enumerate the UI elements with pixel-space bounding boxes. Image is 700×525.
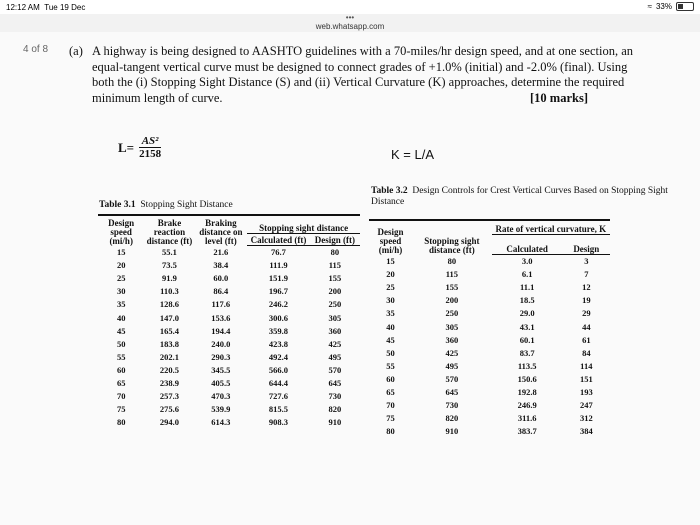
t2-cell: 425 [445,347,459,358]
t2-cell: 44 [582,321,591,332]
t2-cell: 29 [582,308,591,319]
t2-cell: 645 [445,386,459,397]
t1-row [98,390,360,403]
question-text: A highway is being designed to AASHTO guidelines with a 70-miles/hr design speed, and at one section, an equal-tangent vertical curve must be designed to connect grades of +1.0% (initial) and -2.0% (final). Using both the (i) Stopping Sight Distance (S) and (ii) Vertical Curvature (K) approaches, determine the required minimum length of curve. [92,44,634,105]
t2-cell: 55 [386,360,395,371]
t2-row [369,399,610,412]
status-time-date [6,3,85,12]
url-text[interactable]: web.whatsapp.com [315,22,385,31]
t2-cell: 43.1 [519,321,535,332]
t2-cell: 35 [386,308,395,319]
t2-header-rate-group: Rate of vertical curvature, K [492,220,610,235]
t2-header-design: Design [563,235,610,255]
t1-cell: 55 [116,351,126,362]
t2-cell: 20 [386,269,395,280]
t2-cell: 360 [445,334,459,345]
t1-cell: 423.8 [268,338,289,349]
t1-cell: 492.4 [268,351,289,362]
t1-cell: 15 [116,247,126,258]
t1-cell: 111.9 [269,260,288,271]
t1-cell: 257.3 [159,391,179,402]
t2-cell: 384 [579,426,593,437]
t1-header-design-speed: Design speed (mi/h) [108,217,135,246]
t2-cell: 75 [386,413,395,424]
t1-cell: 151.9 [268,273,289,284]
status-bar [0,0,700,14]
t1-cell: 566.0 [268,364,289,375]
t2-cell: 12 [582,282,591,293]
t2-cell: 200 [445,295,459,306]
t1-cell: 75 [116,404,126,415]
status-right [648,2,694,11]
t1-cell: 570 [328,364,342,375]
t2-body [369,255,610,438]
t1-cell: 60.0 [213,273,229,284]
t2-row [369,346,610,359]
t1-header-ssd-group: Stopping sight distance [247,215,360,234]
t1-cell: 165.4 [159,325,179,336]
t2-row [369,412,610,425]
table1-title-label: Table 3.1 [99,200,136,210]
t1-row [98,337,360,350]
t2-cell: 192.8 [517,386,537,397]
t2-row [369,372,610,385]
t2-cell: 115 [445,269,458,280]
t1-body [98,246,360,429]
t2-cell: 19 [582,295,591,306]
browser-url-bar[interactable] [0,14,700,33]
page-counter: 4 of 8 [23,44,49,55]
t1-row [98,403,360,416]
t2-cell: 60 [386,373,395,384]
t1-cell: 730 [328,391,342,402]
t1-header-braking-distance: Braking distance on level (ft) [199,217,243,246]
k-formula: K = L/A [391,147,434,162]
t1-cell: 70 [116,391,126,402]
t1-cell: 30 [116,286,126,297]
t1-cell: 117.6 [211,299,231,310]
t2-row [369,425,610,438]
t1-cell: 80 [330,247,340,258]
t2-cell: 65 [386,386,395,397]
t2-row [369,320,610,333]
t1-cell: 38.4 [213,260,229,271]
t1-cell: 614.3 [211,417,231,428]
t2-cell: 151 [579,373,593,384]
t2-header-calculated: Calculated [492,235,563,255]
t1-cell: 305 [328,312,342,323]
t2-header-ssd: Stopping sight distance (ft) [424,235,480,255]
question-marks: [10 marks] [530,91,588,105]
t1-cell: 196.7 [268,286,289,297]
t2-cell: 29.0 [519,308,535,319]
t2-cell: 84 [582,347,591,358]
t1-cell: 20 [116,260,126,271]
t2-row [369,268,610,281]
t2-cell: 50 [386,347,395,358]
t1-cell: 405.5 [211,377,231,388]
t1-cell: 539.9 [211,404,231,415]
t2-row [369,385,610,398]
t2-cell: 45 [386,334,395,345]
t2-row [369,333,610,346]
t1-cell: 128.6 [159,299,179,310]
table2-title-text: Design Controls for Crest Vertical Curves Based on Stopping Sight Distance [371,186,668,207]
t1-cell: 240.0 [211,338,231,349]
t1-row [98,298,360,311]
t1-cell: 202.1 [159,351,179,362]
t1-cell: 300.6 [268,312,289,323]
t2-cell: 80 [447,256,457,267]
t1-cell: 153.6 [211,312,231,323]
t1-cell: 80 [116,417,126,428]
t1-cell: 908.3 [268,417,289,428]
t2-cell: 40 [386,321,395,332]
t2-row [369,294,610,307]
t1-cell: 815.5 [268,404,289,415]
wifi-icon: ≈ [647,2,652,11]
t1-row [98,272,360,285]
t1-row [98,363,360,376]
t2-cell: 60.1 [519,334,535,345]
t1-cell: 200 [328,286,342,297]
t2-cell: 61 [582,334,591,345]
t1-cell: 345.5 [211,364,231,375]
length-formula-lhs: L= [118,139,135,155]
table1-title [99,200,233,210]
t1-cell: 40 [116,312,126,323]
length-formula-denominator: 2158 [139,148,162,160]
t1-cell: 820 [328,404,342,415]
battery-icon [676,2,694,11]
t2-row [369,281,610,294]
t1-cell: 250 [328,299,342,310]
t1-cell: 645 [328,377,342,388]
t2-cell: 495 [445,360,459,371]
t2-cell: 570 [445,373,459,384]
t1-cell: 246.2 [268,299,289,310]
table1-title-text: Stopping Sight Distance [140,200,233,210]
t1-cell: 25 [116,273,126,284]
t2-cell: 113.5 [517,360,537,371]
length-formula [118,135,164,160]
t2-cell: 305 [445,321,459,332]
t2-row [369,255,610,268]
t1-cell: 91.9 [162,273,177,284]
t1-row [98,259,360,272]
t1-cell: 60 [116,364,126,375]
t2-cell: 150.6 [517,373,537,384]
length-formula-numerator: AS² [139,135,162,148]
t1-cell: 220.5 [159,364,179,375]
stopping-sight-distance-table [98,214,360,429]
question-label: (a) [69,44,83,58]
t1-cell: 50 [116,338,126,349]
status-date: Tue 19 Dec [44,3,86,12]
t2-cell: 193 [579,386,593,397]
t2-cell: 7 [584,269,589,280]
t1-cell: 147.0 [159,312,179,323]
t1-cell: 275.6 [159,404,179,415]
t1-cell: 194.4 [211,325,231,336]
crest-vertical-curve-table [369,219,610,438]
t2-cell: 3 [584,256,589,267]
t1-cell: 910 [328,417,342,428]
t2-cell: 247 [579,400,593,411]
t1-header-design: Design (ft) [310,234,360,246]
table2-title [371,186,700,207]
t1-cell: 86.4 [213,286,229,297]
t1-cell: 425 [328,338,342,349]
t1-cell: 115 [328,260,342,271]
t1-cell: 470.3 [211,391,231,402]
t2-cell: 246.9 [517,400,537,411]
t1-cell: 45 [116,325,126,336]
t1-cell: 238.9 [159,377,179,388]
battery-percent: 33% [655,2,672,11]
t2-cell: 155 [445,282,459,293]
t1-cell: 155 [328,273,342,284]
t2-cell: 114 [580,360,593,371]
t2-cell: 18.5 [519,295,535,306]
t1-row [98,416,360,429]
t1-cell: 55.1 [162,247,177,258]
t1-cell: 21.6 [213,247,229,258]
t2-cell: 250 [445,308,459,319]
t1-cell: 359.8 [268,325,289,336]
t2-cell: 25 [386,282,395,293]
more-options-icon[interactable]: ••• [345,13,355,22]
t2-header-design-speed: Design speed (mi/h) [377,226,404,255]
t2-cell: 11.1 [519,282,535,293]
t1-row [98,285,360,298]
t2-cell: 6.1 [521,269,533,280]
t2-cell: 910 [445,426,459,437]
length-formula-fraction [136,135,164,160]
t1-cell: 183.8 [159,338,179,349]
status-time: 12:12 AM [6,3,40,12]
t1-cell: 290.3 [211,351,231,362]
t2-cell: 80 [386,426,395,437]
t1-row [98,311,360,324]
t2-cell: 3.0 [521,256,533,267]
t1-row [98,350,360,363]
t2-row [369,307,610,320]
table2-title-label: Table 3.2 [371,186,408,196]
t1-cell: 360 [328,325,342,336]
t1-cell: 644.4 [268,377,289,388]
t1-cell: 110.3 [160,286,179,297]
t1-row [98,376,360,389]
t2-cell: 311.6 [517,413,537,424]
t1-cell: 727.6 [268,391,289,402]
t1-cell: 65 [116,377,126,388]
t1-cell: 76.7 [271,247,286,258]
t1-cell: 294.0 [159,417,179,428]
t2-cell: 70 [386,400,395,411]
t1-row [98,246,360,259]
t2-cell: 15 [386,256,395,267]
t2-cell: 383.7 [517,426,537,437]
t1-cell: 35 [116,299,126,310]
t2-row [369,359,610,372]
t2-cell: 820 [445,413,459,424]
t1-header-brake-reaction: Brake reaction distance (ft) [146,217,193,246]
t2-cell: 730 [445,400,459,411]
t2-cell: 30 [386,295,395,306]
t1-row [98,324,360,337]
t1-cell: 495 [328,351,342,362]
t1-cell: 73.5 [162,260,177,271]
t2-cell: 83.7 [519,347,535,358]
t2-cell: 312 [579,413,593,424]
t1-header-calculated: Calculated (ft) [247,234,310,246]
